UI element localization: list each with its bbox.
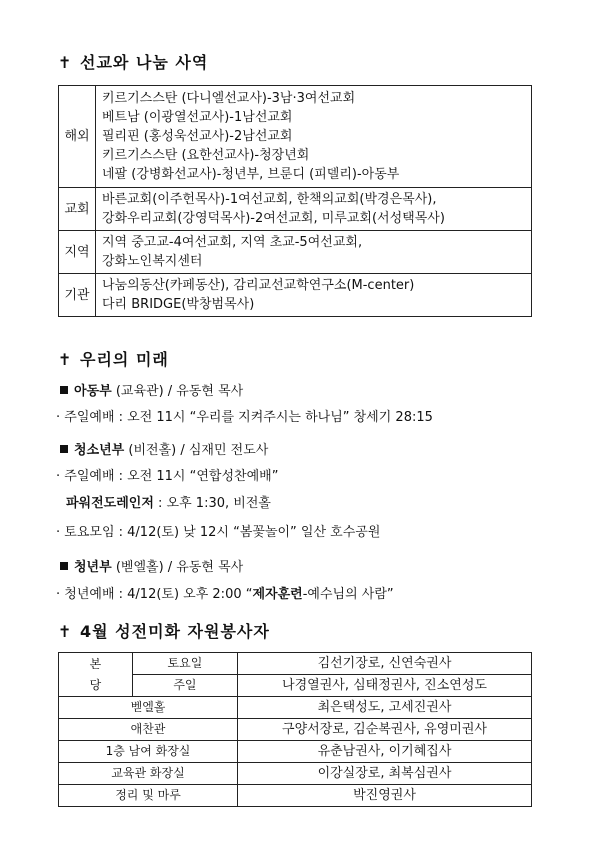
square-bullet-icon	[60, 386, 68, 394]
volunteer-table	[58, 652, 532, 807]
cross-icon: ✝	[58, 53, 73, 72]
mission-table	[58, 85, 532, 317]
main-hall-label-top: 본	[89, 656, 102, 671]
section-title-mission	[58, 50, 208, 73]
dept-leader: / 유동현 목사	[163, 560, 244, 575]
lines-cell	[96, 86, 532, 188]
dept-children-heading	[60, 380, 243, 399]
section-title-text: 우리의 미래	[80, 350, 169, 369]
list-item: 바른교회(이주헌목사)-1여선교회, 한책의교회(박경은목사),	[102, 192, 437, 207]
youth-service-line: · 주일예배 : 오전 11시 “연합성찬예배”	[56, 469, 279, 484]
list-item: 강화노인복지센터	[102, 254, 203, 269]
table-row	[59, 274, 532, 317]
children-service-line: · 주일예배 : 오전 11시 “우리를 지켜주시는 하나님” 창세기 28:15	[56, 410, 433, 425]
names-cell: 나경열권사, 심태정권사, 진소연성도	[238, 675, 532, 697]
service-pre: · 청년예배 : 4/12(토) 오후 2:00 “	[56, 587, 253, 602]
table-row	[59, 188, 532, 231]
sub-label-cell: 토요일	[132, 653, 237, 675]
table-row	[59, 231, 532, 274]
section-title-text: 선교와 나눔 사역	[80, 53, 209, 72]
service-post: -예수님의 사람”	[302, 587, 394, 602]
area-label-cell: 벧엘홀	[59, 697, 238, 719]
dept-place: (벧엘홀)	[115, 560, 164, 575]
service-bold: 제자훈련	[252, 587, 303, 602]
category-cell: 교회	[59, 188, 96, 231]
list-item: 지역 중고교-4여선교회, 지역 초교-5여선교회,	[102, 235, 363, 250]
lines-cell	[96, 188, 532, 231]
main-hall-label-bottom: 당	[89, 677, 102, 692]
power-ranger-time: : 오후 1:30, 비전홀	[153, 496, 271, 511]
list-item: 필리핀 (홍성욱선교사)-2남선교회	[102, 129, 293, 144]
table-row	[59, 653, 532, 675]
area-label-cell: 애찬관	[59, 719, 238, 741]
names-cell: 유춘남권사, 이기혜집사	[238, 741, 532, 763]
names-cell: 이강실장로, 최복심권사	[238, 763, 532, 785]
area-label-cell: 교육관 화장실	[59, 763, 238, 785]
dept-name: 청년부	[74, 560, 112, 575]
list-item: 다리 BRIDGE(박창범목사)	[102, 297, 255, 312]
section-title-future	[58, 347, 169, 370]
list-item: 키르기스스탄 (다니엘선교사)-3남·3여선교회	[102, 91, 356, 106]
area-label-cell: 정리 및 마루	[59, 785, 238, 807]
lines-cell	[96, 231, 532, 274]
sub-label-cell: 주일	[132, 675, 237, 697]
list-item: 나눔의동산(카페동산), 감리교선교학연구소(M-center)	[102, 278, 415, 293]
table-row	[59, 741, 532, 763]
list-item: 키르기스스탄 (요한선교사)-청장년회	[102, 148, 310, 163]
section-title-volunteers	[58, 619, 270, 642]
cross-icon: ✝	[58, 350, 73, 369]
lines-cell	[96, 274, 532, 317]
table-row	[59, 763, 532, 785]
power-ranger-label: 파워전도레인저	[66, 496, 154, 511]
young-adult-service-line	[56, 583, 394, 602]
main-hall-label	[59, 653, 133, 697]
list-item: 베트남 (이광열선교사)-1남선교회	[102, 110, 293, 125]
table-row	[59, 86, 532, 188]
youth-power-line	[66, 492, 271, 511]
youth-saturday-line: · 토요모임 : 4/12(토) 낮 12시 “봄꽃놀이” 일산 호수공원	[56, 525, 381, 540]
square-bullet-icon	[60, 445, 68, 453]
names-cell: 구양서장로, 김순복권사, 유영미권사	[238, 719, 532, 741]
section-title-text: 4월 성전미화 자원봉사자	[80, 622, 270, 641]
list-item: 네팔 (강병화선교사)-청년부, 브룬디 (피델리)-아동부	[102, 167, 400, 182]
names-cell: 박진영권사	[238, 785, 532, 807]
list-item: 강화우리교회(강영덕목사)-2여선교회, 미루교회(서성택목사)	[102, 211, 445, 226]
dept-leader: / 유동현 목사	[163, 384, 244, 399]
category-cell: 해외	[59, 86, 96, 188]
dept-name: 청소년부	[74, 443, 125, 458]
dept-youth-heading	[60, 439, 268, 458]
dept-place: (교육관)	[115, 384, 164, 399]
category-cell: 기관	[59, 274, 96, 317]
dept-name: 아동부	[74, 384, 112, 399]
cross-icon: ✝	[58, 622, 73, 641]
dept-young-adult-heading	[60, 556, 243, 575]
names-cell: 김선기장로, 신연숙권사	[238, 653, 532, 675]
dept-leader: / 심재민 전도사	[176, 443, 269, 458]
table-row	[59, 719, 532, 741]
names-cell: 최은택성도, 고세진권사	[238, 697, 532, 719]
table-row	[59, 697, 532, 719]
dept-place: (비전홀)	[128, 443, 177, 458]
area-label-cell: 1층 남여 화장실	[59, 741, 238, 763]
category-cell: 지역	[59, 231, 96, 274]
square-bullet-icon	[60, 562, 68, 570]
table-row	[59, 785, 532, 807]
